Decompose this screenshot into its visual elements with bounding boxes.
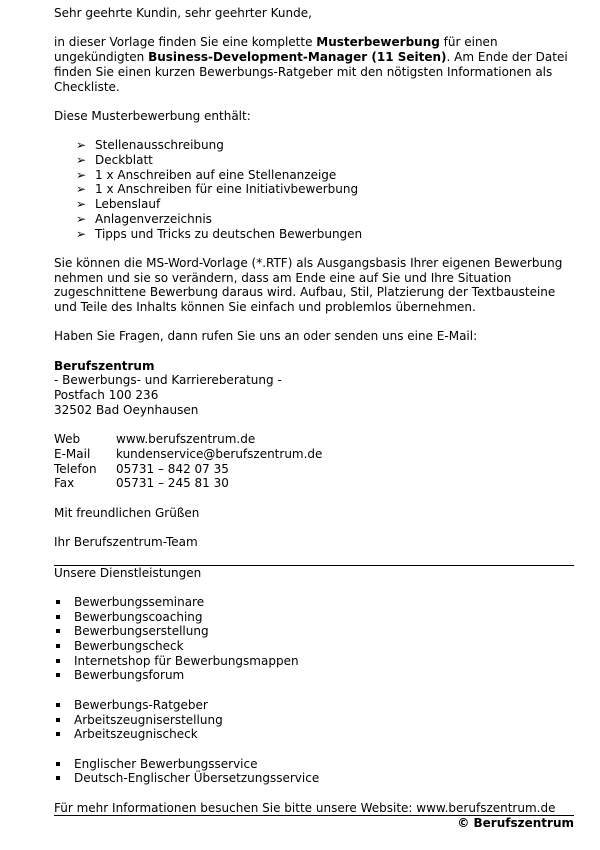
list-item: Bewerbungsseminare xyxy=(54,595,574,610)
document-page xyxy=(54,6,574,831)
contact-row-fax xyxy=(54,476,322,491)
list-item: Arbeitszeugniserstellung xyxy=(54,713,574,728)
footer-info: Für mehr Informationen besuchen Sie bitte unsere Website: www.berufszentrum.de xyxy=(54,801,574,817)
list-item: Bewerbungs-Ratgeber xyxy=(54,698,574,713)
services-list-3 xyxy=(54,757,574,786)
square-bullet-icon xyxy=(56,629,60,633)
contact-table xyxy=(54,432,322,491)
square-bullet-icon xyxy=(56,600,60,604)
intro-text-1: in dieser Vorlage finden Sie eine komplette xyxy=(54,35,317,50)
arrow-bullet-icon: ➢ xyxy=(76,138,87,153)
list-item: Bewerbungscheck xyxy=(54,639,574,654)
contact-row-phone xyxy=(54,462,322,477)
greeting: Sehr geehrte Kundin, sehr geehrter Kunde, xyxy=(54,6,312,20)
intro-bold-1: Musterbewerbung xyxy=(316,35,440,50)
closing: Mit freundlichen Grüßen xyxy=(54,505,200,520)
contact-label: Telefon xyxy=(54,461,97,476)
company-city: 32502 Bad Oeynhausen xyxy=(54,402,199,417)
square-bullet-icon xyxy=(56,673,60,677)
list-item: Bewerbungserstellung xyxy=(54,624,574,639)
website-link[interactable]: www.berufszentrum.de xyxy=(116,432,256,447)
list-item: Internetshop für Bewerbungsmappen xyxy=(54,654,574,669)
usage-paragraph: Sie können die MS-Word-Vorlage (*.RTF) als Ausgangsbasis Ihrer eigenen Bewerbung nehmen und sie so verändern, dass am Ende eine auf Sie und Ihre Situation zugeschnittene Bewerbung daraus wird. Aufbau, Stil, Platzierung der Textbausteine und Teile des Inhalts können Sie einfach und problemlos übernehmen. xyxy=(54,255,563,314)
list-item: ➢ 1 x Anschreiben auf eine Stellenanzeige xyxy=(76,167,337,182)
list-item: ➢ Anlagenverzeichnis xyxy=(76,211,212,226)
list-item: Deutsch-Englischer Übersetzungsservice xyxy=(54,771,574,786)
intro-paragraph xyxy=(54,35,574,94)
contact-row-web xyxy=(54,432,322,447)
company-tagline: - Bewerbungs- und Karriereberatung - xyxy=(54,373,282,388)
square-bullet-icon xyxy=(56,718,60,722)
signature: Ihr Berufszentrum-Team xyxy=(54,535,198,550)
square-bullet-icon xyxy=(56,703,60,707)
copyright: © Berufszentrum xyxy=(457,816,574,831)
intro-text-3: . Am Ende der Datei finden Sie einen kurzen Bewerbungs-Ratgeber mit den nötigsten Informationen als Checkliste. xyxy=(54,50,568,94)
list-item: ➢ Lebenslauf xyxy=(76,197,161,212)
arrow-bullet-icon: ➢ xyxy=(76,152,87,167)
arrow-bullet-icon: ➢ xyxy=(76,167,87,182)
fax-value: 05731 – 245 81 30 xyxy=(116,476,229,491)
arrow-bullet-icon: ➢ xyxy=(76,182,87,197)
questions-paragraph: Haben Sie Fragen, dann rufen Sie uns an oder senden uns eine E-Mail: xyxy=(54,329,478,344)
list-item: Arbeitszeugnischeck xyxy=(54,727,574,742)
services-heading: Unsere Dienstleistungen xyxy=(54,565,202,580)
contact-label: E-Mail xyxy=(54,446,91,461)
contact-label: Fax xyxy=(54,476,75,491)
arrow-bullet-icon: ➢ xyxy=(76,226,87,241)
list-item: ➢ Tipps und Tricks zu deutschen Bewerbungen xyxy=(76,226,363,241)
square-bullet-icon xyxy=(56,776,60,780)
list-item: ➢ Stellenausschreibung xyxy=(76,138,224,153)
intro-text-2: für einen ungekündigten xyxy=(54,35,498,65)
email-link[interactable]: kundenservice@berufszentrum.de xyxy=(116,446,323,461)
arrow-bullet-icon: ➢ xyxy=(76,211,87,226)
contact-label: Web xyxy=(54,432,81,447)
company-name: Berufszentrum xyxy=(54,358,155,373)
list-item: Bewerbungsforum xyxy=(54,668,574,683)
services-list-1 xyxy=(54,595,574,683)
list-item: ➢ 1 x Anschreiben für eine Initiativbewerbung xyxy=(76,182,359,197)
services-list-2 xyxy=(54,698,574,742)
square-bullet-icon xyxy=(56,762,60,766)
company-street: Postfach 100 236 xyxy=(54,388,159,403)
list-item: ➢ Deckblatt xyxy=(76,152,153,167)
square-bullet-icon xyxy=(56,732,60,736)
list-item: Bewerbungscoaching xyxy=(54,610,574,625)
arrow-bullet-icon: ➢ xyxy=(76,197,87,212)
square-bullet-icon xyxy=(56,644,60,648)
list-item: Englischer Bewerbungsservice xyxy=(54,757,574,772)
contents-heading: Diese Musterbewerbung enthält: xyxy=(54,108,251,123)
contents-list xyxy=(54,138,574,241)
square-bullet-icon xyxy=(56,659,60,663)
phone-value: 05731 – 842 07 35 xyxy=(116,461,229,476)
square-bullet-icon xyxy=(56,615,60,619)
contact-row-email xyxy=(54,447,322,462)
intro-bold-2: Business-Development-Manager (11 Seiten) xyxy=(148,50,447,65)
